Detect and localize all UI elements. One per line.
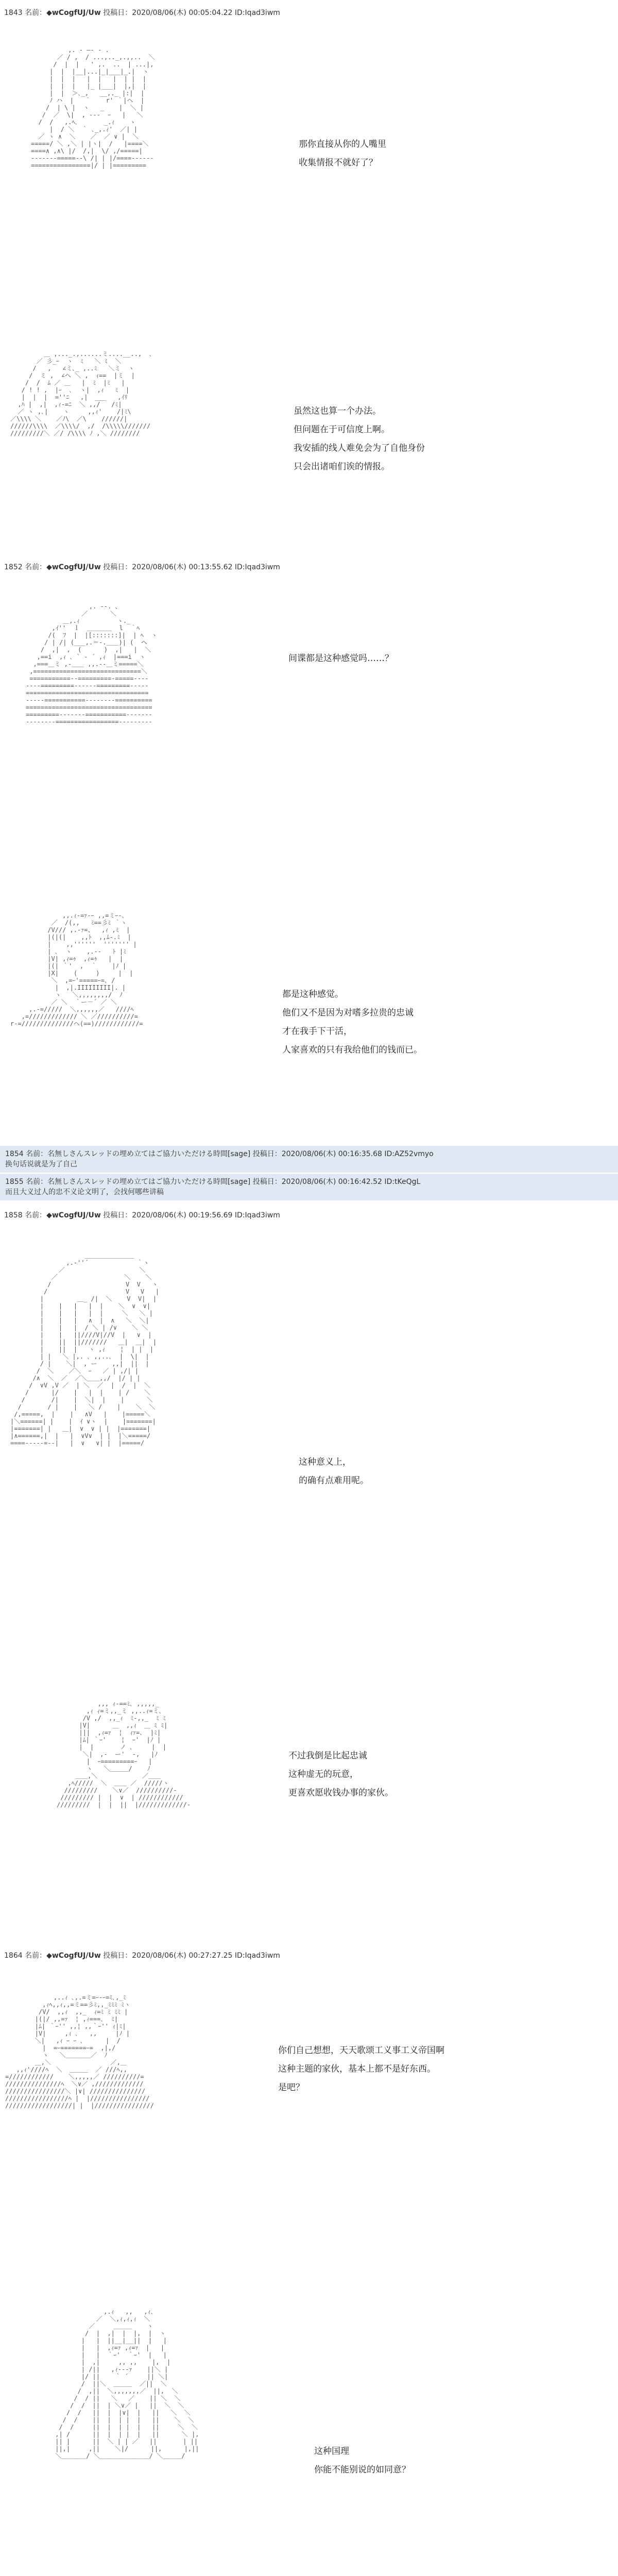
- post-header: 1864 名前：◆wCogfUJ/Uw 投稿日：2020/08/06(木) 00:27:27.25 ID:Iqad3iwm: [4, 1952, 280, 1960]
- date-label: 投稿日: [103, 9, 125, 17]
- date-label: 投稿日: [103, 563, 125, 571]
- name-label: 名前: [25, 9, 40, 17]
- post-header: 1843 名前：◆wCogfUJ/Uw 投稿日：2020/08/06(木) 00:05:04.22 ID:Iqad3iwm: [4, 9, 280, 17]
- dialogue-line: 才在我手下干活，: [282, 1026, 352, 1037]
- ascii-art-sly-man: ,,, ｨ-==ﾐ､ ,,,,,_ ,ｨ ｨ=ミ,,_ミ ,,..ｨ=ミ､ /V ,/ ,,_ｨ ﾐ-,,_ ﾐ ﾐ |V| ＿ ,,ｨ ＿ ﾐ ﾐ| ||| ,ｨ=ｧ ¦ ｨｧ=､ |ﾐ| |ﾑ| ｀ｰ' ¦ ｰ' |ﾉ | | | ノ ､ | | ＼| ,- ー' -, |ﾉ | ｰ=========ｰ | ヽ ＼＿＿＿/ ﾉ ＿＿,＼ ／＿＿ ,ﾍ///// ＼ ＿＿ ／ /////ヽ ///////// ＼∨／ //////////- ///////// | | ∨ | //////////// ///////// | | || |/////////////-: [57, 1700, 191, 1808]
- dialogue-line: 这种虚无的玩意，: [288, 1769, 358, 1780]
- post-header: 1858 名前：◆wCogfUJ/Uw 投稿日：2020/08/06(木) 00:19:56.69 ID:Iqad3iwm: [4, 1211, 280, 1219]
- trip-code: ◆wCogfUJ/Uw: [46, 1952, 101, 1960]
- dialogue-box: [278, 2041, 444, 2097]
- ascii-art-long-hair-figure: ＿＿＿＿＿＿＿＿ ,.-''´ ｀ヽ ／ ＼ ／ ＼ ＼ / V V ヽ / V V | | ＿_ /| ＼ V V| | | | | | | ＼ ∨ ∨| | | | | | ＼ ＼ | | | | ∧ | ∧ ＼ ＼| | | | / ＼ | /∨ ＼ ＼ | | ||////V|//V | ∨ | | || ||/////// ＿| ＿| | | || | ヽ ,ｨ ¦ | | | | | ＼ |,. ､ ,,..､ | \| | / | ＼| , ー ,,| || | / ＼ ／＼ ｰ ／ | ,/| | /∧ ＼ ／ ／＼＿＿,,/ |/ | | / ∨V ,V ／ | ＼ ／ | / | ＼ / |/ | | | | / ＼ / /| | ＼| | | ＼ / / | | ＼ / | ＼ ＼ /,=====, | | ∧V | |=====＼ |＼======| | | ｲ ∨ヽ | |=======| |=======| | ＿| ∨ ∨ | | |=======| |∧======,| | | ∨V∨ | | |＼=====/ ====-----=--| | ∨ ∨| | |=====/: [10, 1252, 159, 1447]
- dialogue-line: 人家喜欢的只有我给他们的钱而已。: [282, 1045, 422, 1055]
- trip-code: ◆wCogfUJ/Uw: [46, 9, 101, 17]
- comment-body: 换句话说就是为了自己: [5, 1160, 77, 1168]
- dialogue-box: [282, 985, 422, 1059]
- date-label: 投稿日: [103, 1952, 125, 1960]
- dialogue-line: 我安插的线人难免会为了自他身份: [294, 443, 425, 453]
- dialogue-line: 不过我倒是比起忠诚: [288, 1751, 367, 1761]
- dialogue-box: [288, 1747, 393, 1802]
- post-datetime: 2020/08/06(木) 00:19:56.69: [132, 1211, 233, 1219]
- dialogue-line: 的确有点难用呢。: [299, 1476, 369, 1486]
- ascii-art-hooded-figure: ,. -‐. 、 ／ ＼ ＿,.ｨ ヽ._ ,ｲ'' ｌ ＿＿＿＿ l ｀ﾍ /( ﾌ | |[:::::::]| | ﾍ ヽ / | /| (___,.＝-.＿＿)| ( ヘ / ,| , ( ) ,| | ＼ ,==i ,ｨ ､ ` ‐ ´ ,ｨ |===i ヽ ,===＿ミ ,-＿＿ ,,.--＿ミ=====＼ ,=============================＼ ===========--=========-=====---- ----=========------=========----- ================================= -----===========--------========== ================================== =========-------===========------- --------=================---------: [26, 603, 158, 725]
- post-id: ID:Iqad3iwm: [234, 1952, 280, 1960]
- name-label: 名前: [25, 1211, 40, 1219]
- date-label: 投稿日: [103, 1211, 125, 1219]
- name-label: 名前: [25, 563, 40, 571]
- dialogue-box: [314, 2442, 410, 2479]
- comment-post: [0, 1174, 618, 1200]
- dialogue-line: 更喜欢愿收钱办事的家伙。: [288, 1788, 393, 1798]
- dialogue-line: 他们又不是因为对嗜多拉贵的忠诚: [282, 1008, 414, 1018]
- comment-post: [0, 1146, 618, 1173]
- post-id: ID:Iqad3iwm: [234, 1211, 280, 1219]
- post-id: ID:Iqad3iwm: [234, 563, 280, 571]
- post-datetime: 2020/08/06(木) 00:27:27.25: [132, 1952, 233, 1960]
- dialogue-box: [299, 1453, 369, 1490]
- dialogue-line: 这种意义上，: [299, 1457, 351, 1467]
- trip-code: ◆wCogfUJ/Uw: [46, 563, 101, 571]
- trip-code: ◆wCogfUJ/Uw: [46, 1211, 101, 1219]
- post-header: 1852 名前：◆wCogfUJ/Uw 投稿日：2020/08/06(木) 00:13:55.62 ID:Iqad3iwm: [4, 563, 280, 571]
- comment-meta: 名前：名無しさんスレッドの埋め立てはご協力いただける時間[sage] 投稿日：2020/08/06(木) 00:16:42.52 ID:tKeQgL: [26, 1178, 421, 1186]
- ascii-art-smirking-man: ,..ｨ ､,.=ミ=ｰ-ｰ=ﾐ､,_ﾐ ,ｨﾍ,,ｨ,,=ミ==彡ﾐ,,_ﾐﾐﾐ ﾐヽ /V/ ,,ｨ ,,_ ｨ=ﾐ ﾐ ﾐﾐ | |(|/ ,,=ｧ ¦ ,ｨ===､ ﾐ| |ﾑ| ｀ｰ'' ,,¦ ,,｀ｰ'' ｨ|ﾐ| |V| ,ｨ ､ ,, |ﾉ | ＼| ,ｨ ｰ ｰ ､ | / | =ｰ=======ｰ= ,|,/ ヽ ＼＿＿＿＿／ ﾉ ＿,＼ ／,＿ ,,ｨ'////ﾍ ＼ ＿＿＿ ／ ///ﾍ,, =//////////// ＼,,,,,／ //////////= ///////////////ﾍ ＼∨／ ,///////////// ////////////////＼ |∨| /////////////// /////////////////ﾍ | |//////////////// //////////////////| | |////////////////: [5, 1994, 154, 2109]
- post-datetime: 2020/08/06(木) 00:13:55.62: [132, 563, 233, 571]
- dialogue-line: 这种主题的家伙，基本上都不是好东西。: [278, 2064, 436, 2074]
- post-id: ID:Iqad3iwm: [234, 9, 280, 17]
- dialogue-line: 你能不能别说的如同意？: [314, 2465, 410, 2475]
- dialogue-line: 是吧？: [278, 2082, 304, 2093]
- dialogue-line: 都是这种感觉。: [282, 989, 344, 999]
- dialogue-line: 收集情报不就好了？: [299, 158, 377, 168]
- post-number: 1843: [4, 9, 23, 17]
- dialogue-line: 你们自己想想，天天歌颂工义事工义帝国啊: [278, 2045, 444, 2056]
- ascii-art-man-arms: ＿ ,..._.,......ミ....__.., ､ ／ 彡_ｰ ヽ ﾐ ＼ ﾐ ＼ / , ∠ミ､_ ,..ﾐ ＼ミ ヽ / ミ , ∠ヘ ＼ , ｨ== |ミ | / / ﾑ ／ ＿ | ﾐ |ﾐ | / ! ! , |ｰ ､ ヽ| ,ｨ ﾐ | | | | =''ﾆ ,| ___ ,ｲﾘ ,ﾊ | ,| ,ｨ-=ﾆ ＼ ,,/ /ﾐ| ／ ヽ ,､| ヽ ,,ｨ' /|ﾐ\ ／\\\\ ＼ ／ﾉ\ ／\ //////| //////\\\\ ／\\\\/ ,/ /\\\\\/////// /////////＼ ／/ /\\\\ ﾉ ,＼ ////////: [10, 350, 152, 437]
- dialogue-line: 这种国理: [314, 2446, 349, 2456]
- ascii-art-man-seated: ,. - ―‐ - . ／ / , / ...,.._,.,,.. ＼ / | | ' ,. .. | ...|, | | |__|...|_|___|_.| ヽ | | | | | | | | | | | | |_ |___| |,| | | | ＞､_, __,._ |:| | ﾉ ハ | ｀ r' ｀|ヘ | / | \ | ヽ _ | ＼ | / ／ \| , --- ｰ | ＼ / / ,.ﾍ､ _.ｨ ヽ | / ＼ ｀ ､_,.ｨ' ／| | ／ ヽ ∧ ＼ ／ ／ ∨ | ＼ =====/ ＼ ,＼ | |ヽ| / |====＼ ====∧ ,∧\ |/ /,| \/ ,/=====| -------=====--\ /| | |/====------ ================|/ | |=========: [31, 46, 155, 169]
- dialogue-line: 那你直接从你的人嘴里: [299, 139, 386, 149]
- dialogue-box: [294, 402, 425, 476]
- post-number: 1858: [4, 1211, 23, 1219]
- name-label: 名前: [25, 1952, 40, 1960]
- dialogue-line: 虽然这也算一个办法。: [294, 406, 381, 416]
- dialogue-line: 只会出诸咱们诶的情报。: [294, 462, 390, 472]
- comment-number: 1855: [5, 1178, 24, 1186]
- comment-body: 而且大义过人的忠不义论文明了，会找何哪些讲稿: [5, 1188, 164, 1196]
- dialogue-line: 间谍都是这种感觉吗……？: [288, 653, 393, 664]
- post-number: 1852: [4, 563, 23, 571]
- ascii-art-robed-figure: ,.ｨ ,, ,ｨ､ ／ ＼,ｨ,ｨ,ｨ ＼ ／ ＿＿＿ ヽ / | ,| | |, | ヽ | | ||__|__|| | | | | ,ｨ=ｧ ,ｨ=ｧ | | | | ｀ｰ' ｀ｰ' | | | ,| ,, ,, |, | | /|| ,ｨ-‐-ｧ ||＼ | |/ || ｀ ´ || ＼| / ||＼ ＿＿＿ ／|| ＼ / ,|| ＼,,,,,,,／ ||, ＼ / / || ＼ ／ || ＼ ＼ / / || | ＼∨／ | || ＼ ＼ / / || | |∨| | || ＼ ＼ / / || | | | | || ＼ ＼ / / || | | | | || ＼ ＼ ,| / || | | | | || ＼ |, || | || ＼ | | ／ || | || ||,| ,|| ＼|/ ||, |,|| ＼＿＿＿＿/ ＼＿＿＿＿＿＿＿＿/ ＼＿＿＿/: [52, 2308, 199, 2460]
- ascii-art-grinning-man: ,,.ｨ-=ｧ-ｰ ,,=ミｰ-､ ／ /(,, ﾐ==彡ﾐ ｀ヽ /V/// ,.-ｧ=、 ,ｨ ,ﾐ | |(|(| ,,ﾄ ,,ﾑ-.ﾐ | | ,,'''''' ''''''' | | ､ ヽ ,.-- ﾄ |ﾐ |V| ,ｨ=ｩ ,ｨ=ｩ | | |(| ｀' , ｀ |ﾉ | |X| ( ) | | ＼ ,=ｰ'=====ｰ=､ / | ,|.IIIIIIIII|. | ヽ ＼,,,,,,,,/ ﾉ ／ ＼ ｀ー－´ ／ ＼ ,.-=///// ＼,,,,,,／ ////ﾍ ,=///////////// ＼ ／//////////= r-=//////////////ヘ(==)////////////=: [10, 912, 143, 1027]
- post-datetime: 2020/08/06(木) 00:05:04.22: [132, 9, 233, 17]
- dialogue-line: 但问题在于可信度上啊。: [294, 425, 390, 435]
- post-number: 1864: [4, 1952, 23, 1960]
- comment-number: 1854: [5, 1150, 24, 1158]
- dialogue-box: [299, 135, 386, 172]
- dialogue-box: [288, 649, 393, 668]
- comment-meta: 名前：名無しさんスレッドの埋め立てはご協力いただける時間[sage] 投稿日：2020/08/06(木) 00:16:35.68 ID:AZ52vmyo: [26, 1150, 434, 1158]
